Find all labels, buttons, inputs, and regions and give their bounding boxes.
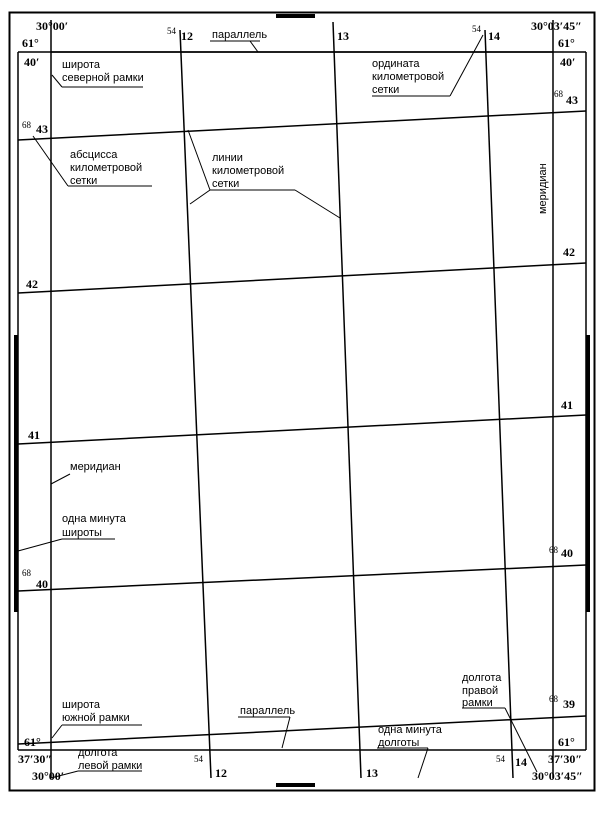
- nw-latitude-label: 61°: [22, 36, 39, 50]
- leader-line: [250, 41, 258, 52]
- grid-label-right-40: 40: [561, 546, 573, 560]
- grid-vertical-13: [333, 22, 361, 778]
- leader-lines: [18, 35, 537, 778]
- grid-label-left-41: 41: [28, 428, 40, 442]
- grid-label-right-43: 43: [566, 93, 578, 107]
- grid-vertical-14: [485, 30, 513, 778]
- grid-label-bot-54b: 54: [496, 754, 505, 764]
- leader-line: [52, 725, 62, 738]
- west-frame-longitude-annotation: долгота: [78, 747, 118, 759]
- grid-label-top-14: 14: [488, 29, 500, 43]
- meridian-right-annotation: меридиан: [537, 163, 549, 214]
- grid-label-right-68-mid: 68: [549, 545, 558, 555]
- ordinate-annotation: ордината: [372, 58, 420, 70]
- grid-label-right-39: 39: [563, 697, 575, 711]
- grid-label-right-68-bot: 68: [549, 694, 558, 704]
- grid-lines-annotation: линии: [212, 152, 243, 164]
- leader-line: [52, 75, 62, 87]
- leader-line: [282, 717, 290, 748]
- meridian-left-annotation: меридиан: [70, 461, 121, 473]
- leader-line: [190, 190, 210, 204]
- sw-latitude-minute-label: 37′30″: [18, 752, 53, 766]
- ne-longitude-label: 30°03′45″: [531, 19, 582, 33]
- grid-horizontal-40: [18, 565, 586, 591]
- north-frame-latitude-annotation: широта: [62, 59, 100, 71]
- parallel-bottom-annotation: параллель: [240, 705, 296, 717]
- grid-lines-annotation-3: сетки: [212, 178, 240, 190]
- east-frame-longitude-annotation-3: рамки: [462, 697, 493, 709]
- longitude-minute-annotation-2: долготы: [378, 737, 420, 749]
- grid-label-left-43: 43: [36, 122, 48, 136]
- se-latitude-minute-label: 37′30″: [548, 752, 583, 766]
- leader-line: [18, 539, 62, 551]
- leader-line: [51, 474, 70, 484]
- south-frame-latitude-annotation-2: южной рамки: [62, 712, 130, 724]
- ne-minute-label: 40′: [560, 55, 576, 69]
- grid-label-top-54a: 54: [167, 26, 176, 36]
- latitude-minute-annotation: одна минута: [62, 513, 126, 525]
- nw-minute-label: 40′: [24, 55, 40, 69]
- grid-label-right-41: 41: [561, 398, 573, 412]
- grid-label-bot-12: 12: [215, 766, 227, 780]
- east-frame-longitude-annotation: долгота: [462, 672, 502, 684]
- abscissa-annotation-2: километровой: [70, 162, 143, 174]
- sw-latitude-label: 61°: [24, 735, 41, 749]
- parallel-top-annotation: параллель: [212, 29, 268, 41]
- grid-label-bot-54a: 54: [194, 754, 203, 764]
- east-frame-longitude-annotation-2: правой: [462, 685, 499, 697]
- grid-horizontal-42: [18, 263, 586, 293]
- leader-line: [188, 130, 210, 190]
- abscissa-annotation-3: сетки: [70, 175, 98, 187]
- longitude-minute-annotation: одна минута: [378, 724, 442, 736]
- se-longitude-label: 30°03′45″: [532, 769, 583, 783]
- outer-frame: [10, 13, 595, 791]
- grid-label-left-40: 40: [36, 577, 48, 591]
- ne-latitude-label: 61°: [558, 36, 575, 50]
- grid-label-bot-14: 14: [515, 755, 527, 769]
- grid-label-left-68-top: 68: [22, 120, 31, 130]
- grid-label-top-54b: 54: [472, 24, 481, 34]
- leader-line: [450, 35, 483, 96]
- north-frame-latitude-annotation-2: северной рамки: [62, 72, 144, 84]
- west-frame-longitude-annotation-2: левой рамки: [78, 760, 143, 772]
- leader-line: [295, 190, 340, 218]
- se-latitude-label: 61°: [558, 735, 575, 749]
- grid-label-left-42: 42: [26, 277, 38, 291]
- grid-label-top-12: 12: [181, 29, 193, 43]
- ordinate-annotation-2: километровой: [372, 71, 445, 83]
- sw-longitude-label: 30°00′: [32, 769, 65, 783]
- grid-label-right-68-top: 68: [554, 89, 563, 99]
- nw-longitude-label: 30°00′: [36, 19, 69, 33]
- grid-lines-annotation-2: километровой: [212, 165, 285, 177]
- grid-label-bot-13: 13: [366, 766, 378, 780]
- abscissa-annotation: абсцисса: [70, 149, 118, 161]
- latitude-minute-annotation-2: широты: [62, 527, 102, 539]
- grid-vertical-12: [180, 30, 211, 778]
- leader-line: [418, 748, 428, 778]
- grid-label-top-13: 13: [337, 29, 349, 43]
- grid-label-left-68-bot: 68: [22, 568, 31, 578]
- ordinate-annotation-3: сетки: [372, 84, 400, 96]
- grid-horizontal-43: [18, 111, 586, 140]
- south-frame-latitude-annotation: широта: [62, 699, 100, 711]
- grid-label-right-42: 42: [563, 245, 575, 259]
